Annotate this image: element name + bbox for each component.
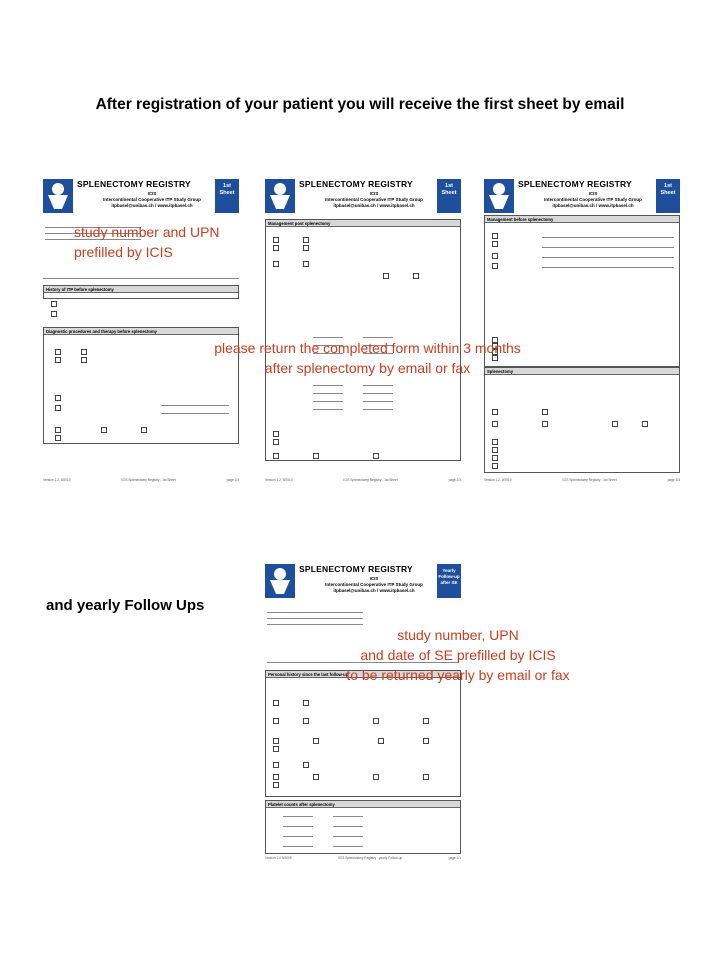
registry-title: SPLENECTOMY REGISTRY [299,564,413,574]
registry-logo-icon [43,179,73,213]
form-section: Personal history since the last follow-up [265,670,461,797]
form-section: Splenectomy [484,367,680,473]
sheet-badge: 1st Sheet [656,179,680,213]
registry-logo-icon [265,179,295,213]
annotation-study-number: study number and UPN prefilled by ICIS [74,224,220,260]
sheet-badge: 1st Sheet [215,179,239,213]
sheet-header [263,562,463,600]
form-sheet-3 [482,177,682,484]
form-section: Platelet counts after splenectomy [265,800,461,854]
form-section: Management post splenectomy [265,219,461,461]
registry-title: SPLENECTOMY REGISTRY [77,179,191,189]
yearly-followup-label: and yearly Follow Ups [46,597,205,614]
form-sheet-2 [263,177,463,484]
registry-subtitle: ICIS Intercontinental Cooperative ITP Study Group itpbasel@unibas.ch / www.itpbasel.ch [103,191,201,208]
annotation-return-form: please return the completed form within 3 months after splenectomy by email or fax [214,340,521,376]
sheet-badge: 1st Sheet [437,179,461,213]
sheet-header [263,177,463,215]
sheet-footer: Version 1.2, 9/2010 ICIS Splenectomy Registry - 1st Sheet page 3/3 [484,478,680,482]
sheet-footer: Version 1.0 9/2009 ICIS Splenectomy Registry - yearly Follow-up page 1/1 [265,856,461,860]
sheet-footer: Version 1.2, 9/2010 ICIS Splenectomy Registry - 1st Sheet page 2/3 [265,478,461,482]
registry-subtitle: ICIS Intercontinental Cooperative ITP Study Group itpbasel@unibas.ch / www.itpbasel.ch [325,576,423,593]
registry-subtitle: ICIS Intercontinental Cooperative ITP Study Group itpbasel@unibas.ch / www.itpbasel.ch [325,191,423,208]
registry-logo-icon [484,179,514,213]
page-heading: After registration of your patient you will receive the first sheet by email [95,96,625,113]
form-section: History of ITP before splenectomy [43,285,239,299]
form-section: Diagnostic procedures and therapy before splenectomy [43,327,239,444]
sheet-footer: Version 1.2, 9/2010 ICIS Splenectomy Registry - 1st Sheet page 1/3 [43,478,239,482]
registry-title: SPLENECTOMY REGISTRY [299,179,413,189]
sheet-badge: Yearly Follow-up after SE [437,564,461,598]
registry-subtitle: ICIS Intercontinental Cooperative ITP Study Group itpbasel@unibas.ch / www.itpbasel.ch [544,191,642,208]
sheet-header [482,177,682,215]
sheet-header [41,177,241,215]
form-sheet-followup [263,562,463,862]
registry-logo-icon [265,564,295,598]
registry-title: SPLENECTOMY REGISTRY [518,179,632,189]
annotation-followup: study number, UPN and date of SE prefilled by ICIS to be returned yearly by email or fax [346,627,570,683]
form-section: Management before splenectomy [484,215,680,367]
